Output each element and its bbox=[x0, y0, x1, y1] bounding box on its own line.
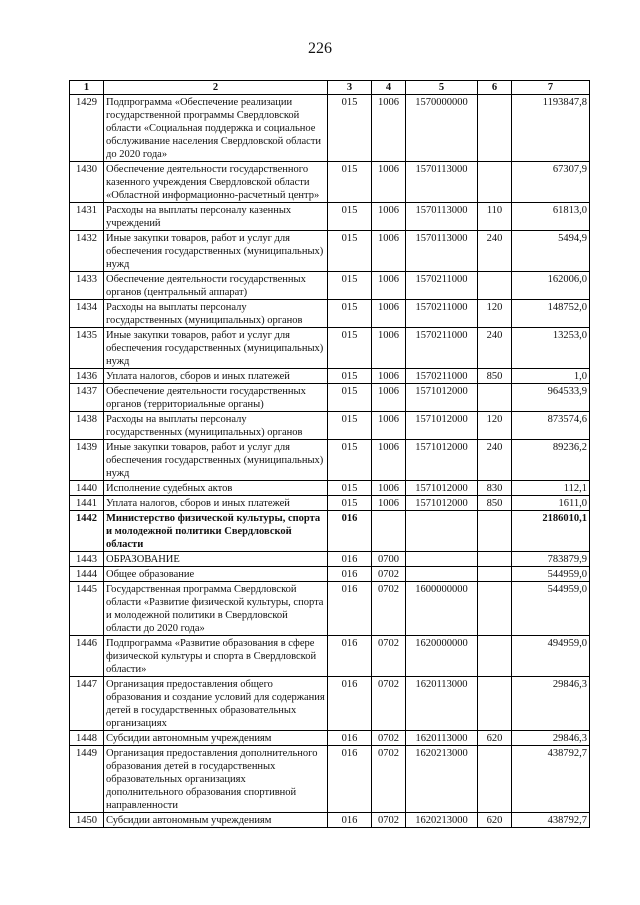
row-department-code: 016 bbox=[328, 552, 372, 567]
row-name: Расходы на выплаты персоналу государственных (муниципальных) органов bbox=[104, 412, 328, 440]
row-section-code: 1006 bbox=[372, 95, 406, 162]
row-expense-type bbox=[478, 746, 512, 813]
row-number: 1441 bbox=[70, 496, 104, 511]
column-header-7: 7 bbox=[512, 81, 590, 95]
table-row bbox=[70, 384, 590, 412]
row-amount: 544959,0 bbox=[512, 582, 590, 636]
row-name: Субсидии автономным учреждениям bbox=[104, 813, 328, 828]
row-number: 1436 bbox=[70, 369, 104, 384]
row-target-article: 1571012000 bbox=[406, 412, 478, 440]
row-expense-type bbox=[478, 582, 512, 636]
row-amount: 13253,0 bbox=[512, 328, 590, 369]
row-expense-type: 620 bbox=[478, 731, 512, 746]
table-row bbox=[70, 369, 590, 384]
row-section-code: 1006 bbox=[372, 328, 406, 369]
table-row bbox=[70, 567, 590, 582]
row-expense-type: 620 bbox=[478, 813, 512, 828]
row-department-code: 015 bbox=[328, 481, 372, 496]
row-target-article bbox=[406, 552, 478, 567]
column-header-2: 2 bbox=[104, 81, 328, 95]
row-expense-type: 850 bbox=[478, 496, 512, 511]
row-number: 1434 bbox=[70, 300, 104, 328]
row-section-code: 1006 bbox=[372, 272, 406, 300]
row-number: 1438 bbox=[70, 412, 104, 440]
table-body bbox=[70, 95, 590, 828]
row-department-code: 016 bbox=[328, 731, 372, 746]
column-header-5: 5 bbox=[406, 81, 478, 95]
row-amount: 544959,0 bbox=[512, 567, 590, 582]
row-department-code: 015 bbox=[328, 231, 372, 272]
row-number: 1435 bbox=[70, 328, 104, 369]
row-department-code: 016 bbox=[328, 746, 372, 813]
row-expense-type bbox=[478, 677, 512, 731]
table-row bbox=[70, 203, 590, 231]
row-expense-type bbox=[478, 95, 512, 162]
table-row bbox=[70, 677, 590, 731]
row-amount: 2186010,1 bbox=[512, 511, 590, 552]
table-row bbox=[70, 440, 590, 481]
row-amount: 438792,7 bbox=[512, 746, 590, 813]
row-number: 1449 bbox=[70, 746, 104, 813]
row-name: Подпрограмма «Развитие образования в сфере физической культуры и спорта в Свердловской области» bbox=[104, 636, 328, 677]
row-department-code: 015 bbox=[328, 328, 372, 369]
row-department-code: 015 bbox=[328, 162, 372, 203]
row-department-code: 016 bbox=[328, 582, 372, 636]
row-number: 1432 bbox=[70, 231, 104, 272]
row-amount: 162006,0 bbox=[512, 272, 590, 300]
row-target-article: 1570211000 bbox=[406, 272, 478, 300]
row-target-article: 1571012000 bbox=[406, 496, 478, 511]
row-department-code: 016 bbox=[328, 813, 372, 828]
row-target-article: 1570113000 bbox=[406, 162, 478, 203]
row-number: 1445 bbox=[70, 582, 104, 636]
row-section-code: 1006 bbox=[372, 231, 406, 272]
row-number: 1444 bbox=[70, 567, 104, 582]
row-name: Обеспечение деятельности государственного казенного учреждения Свердловской области «Областной информационно-расчетный центр» bbox=[104, 162, 328, 203]
row-department-code: 015 bbox=[328, 384, 372, 412]
table-row bbox=[70, 813, 590, 828]
row-expense-type bbox=[478, 567, 512, 582]
row-number: 1429 bbox=[70, 95, 104, 162]
row-target-article: 1570113000 bbox=[406, 231, 478, 272]
table-row bbox=[70, 272, 590, 300]
row-amount: 964533,9 bbox=[512, 384, 590, 412]
row-section-code: 1006 bbox=[372, 162, 406, 203]
row-section-code: 1006 bbox=[372, 496, 406, 511]
row-department-code: 016 bbox=[328, 567, 372, 582]
row-expense-type bbox=[478, 511, 512, 552]
row-expense-type: 240 bbox=[478, 440, 512, 481]
row-department-code: 016 bbox=[328, 511, 372, 552]
row-section-code: 1006 bbox=[372, 369, 406, 384]
row-section-code: 0702 bbox=[372, 582, 406, 636]
row-department-code: 015 bbox=[328, 440, 372, 481]
table-row bbox=[70, 496, 590, 511]
row-amount: 1193847,8 bbox=[512, 95, 590, 162]
row-number: 1433 bbox=[70, 272, 104, 300]
row-expense-type: 120 bbox=[478, 412, 512, 440]
row-section-code: 1006 bbox=[372, 440, 406, 481]
row-target-article: 1570000000 bbox=[406, 95, 478, 162]
row-name: Субсидии автономным учреждениям bbox=[104, 731, 328, 746]
row-expense-type: 240 bbox=[478, 231, 512, 272]
row-department-code: 015 bbox=[328, 272, 372, 300]
row-amount: 61813,0 bbox=[512, 203, 590, 231]
row-name: Иные закупки товаров, работ и услуг для обеспечения государственных (муниципальных) нужд bbox=[104, 231, 328, 272]
row-number: 1450 bbox=[70, 813, 104, 828]
column-header-1: 1 bbox=[70, 81, 104, 95]
row-name: ОБРАЗОВАНИЕ bbox=[104, 552, 328, 567]
row-amount: 89236,2 bbox=[512, 440, 590, 481]
row-department-code: 016 bbox=[328, 677, 372, 731]
row-expense-type: 120 bbox=[478, 300, 512, 328]
table-row bbox=[70, 582, 590, 636]
row-expense-type: 830 bbox=[478, 481, 512, 496]
row-department-code: 015 bbox=[328, 369, 372, 384]
row-target-article bbox=[406, 567, 478, 582]
row-name: Организация предоставления дополнительного образования детей в государственных образовательных организациях дополнительного образования спортивной направленности bbox=[104, 746, 328, 813]
row-amount: 1,0 bbox=[512, 369, 590, 384]
row-expense-type bbox=[478, 636, 512, 677]
row-target-article: 1620000000 bbox=[406, 636, 478, 677]
row-target-article: 1620213000 bbox=[406, 746, 478, 813]
row-department-code: 015 bbox=[328, 95, 372, 162]
table-row bbox=[70, 162, 590, 203]
row-target-article: 1570211000 bbox=[406, 300, 478, 328]
row-department-code: 015 bbox=[328, 203, 372, 231]
row-section-code: 1006 bbox=[372, 384, 406, 412]
column-header-3: 3 bbox=[328, 81, 372, 95]
row-section-code: 0702 bbox=[372, 677, 406, 731]
row-department-code: 015 bbox=[328, 300, 372, 328]
row-target-article: 1570211000 bbox=[406, 328, 478, 369]
row-expense-type bbox=[478, 552, 512, 567]
row-section-code bbox=[372, 511, 406, 552]
row-number: 1443 bbox=[70, 552, 104, 567]
row-target-article: 1571012000 bbox=[406, 440, 478, 481]
row-amount: 29846,3 bbox=[512, 731, 590, 746]
row-target-article: 1570211000 bbox=[406, 369, 478, 384]
row-amount: 5494,9 bbox=[512, 231, 590, 272]
table-row bbox=[70, 636, 590, 677]
table-row bbox=[70, 511, 590, 552]
table-row bbox=[70, 328, 590, 369]
row-name: Исполнение судебных актов bbox=[104, 481, 328, 496]
row-department-code: 015 bbox=[328, 496, 372, 511]
row-name: Организация предоставления общего образования и создание условий для содержания детей в государственных образовательных организациях bbox=[104, 677, 328, 731]
row-name: Подпрограмма «Обеспечение реализации государственной программы Свердловской области «Социальная поддержка и социальное обслуживание населения Свердловской области до 2020 года» bbox=[104, 95, 328, 162]
row-amount: 1611,0 bbox=[512, 496, 590, 511]
row-target-article: 1600000000 bbox=[406, 582, 478, 636]
row-name: Уплата налогов, сборов и иных платежей bbox=[104, 496, 328, 511]
row-target-article: 1620113000 bbox=[406, 677, 478, 731]
row-section-code: 1006 bbox=[372, 203, 406, 231]
row-target-article: 1570113000 bbox=[406, 203, 478, 231]
row-number: 1446 bbox=[70, 636, 104, 677]
row-name: Расходы на выплаты персоналу казенных учреждений bbox=[104, 203, 328, 231]
table-header-row bbox=[70, 81, 590, 95]
row-amount: 67307,9 bbox=[512, 162, 590, 203]
row-expense-type: 110 bbox=[478, 203, 512, 231]
row-section-code: 0700 bbox=[372, 552, 406, 567]
table-row bbox=[70, 481, 590, 496]
table-row bbox=[70, 746, 590, 813]
row-department-code: 015 bbox=[328, 412, 372, 440]
row-section-code: 0702 bbox=[372, 636, 406, 677]
row-number: 1431 bbox=[70, 203, 104, 231]
row-section-code: 1006 bbox=[372, 300, 406, 328]
row-name: Обеспечение деятельности государственных органов (территориальные органы) bbox=[104, 384, 328, 412]
row-amount: 438792,7 bbox=[512, 813, 590, 828]
row-section-code: 0702 bbox=[372, 567, 406, 582]
row-name: Иные закупки товаров, работ и услуг для обеспечения государственных (муниципальных) нужд bbox=[104, 328, 328, 369]
row-name: Иные закупки товаров, работ и услуг для обеспечения государственных (муниципальных) нужд bbox=[104, 440, 328, 481]
row-section-code: 1006 bbox=[372, 481, 406, 496]
row-amount: 494959,0 bbox=[512, 636, 590, 677]
column-header-4: 4 bbox=[372, 81, 406, 95]
table-row bbox=[70, 731, 590, 746]
row-section-code: 0702 bbox=[372, 813, 406, 828]
table-row bbox=[70, 552, 590, 567]
row-target-article: 1620213000 bbox=[406, 813, 478, 828]
row-target-article: 1571012000 bbox=[406, 384, 478, 412]
row-name: Уплата налогов, сборов и иных платежей bbox=[104, 369, 328, 384]
budget-table bbox=[69, 80, 590, 828]
page-number: 226 bbox=[308, 40, 332, 57]
row-name: Расходы на выплаты персоналу государственных (муниципальных) органов bbox=[104, 300, 328, 328]
row-amount: 29846,3 bbox=[512, 677, 590, 731]
table-row bbox=[70, 300, 590, 328]
row-name: Государственная программа Свердловской области «Развитие физической культуры, спорта и молодежной политики в Свердловской области до 2020 года» bbox=[104, 582, 328, 636]
column-header-6: 6 bbox=[478, 81, 512, 95]
row-expense-type: 850 bbox=[478, 369, 512, 384]
row-number: 1442 bbox=[70, 511, 104, 552]
row-number: 1448 bbox=[70, 731, 104, 746]
table-row bbox=[70, 95, 590, 162]
row-section-code: 0702 bbox=[372, 731, 406, 746]
table-row bbox=[70, 412, 590, 440]
row-name: Общее образование bbox=[104, 567, 328, 582]
row-number: 1439 bbox=[70, 440, 104, 481]
row-expense-type bbox=[478, 384, 512, 412]
row-name: Обеспечение деятельности государственных органов (центральный аппарат) bbox=[104, 272, 328, 300]
row-expense-type bbox=[478, 162, 512, 203]
row-number: 1440 bbox=[70, 481, 104, 496]
row-number: 1430 bbox=[70, 162, 104, 203]
table-row bbox=[70, 231, 590, 272]
row-amount: 783879,9 bbox=[512, 552, 590, 567]
row-expense-type bbox=[478, 272, 512, 300]
row-target-article: 1571012000 bbox=[406, 481, 478, 496]
row-number: 1437 bbox=[70, 384, 104, 412]
row-amount: 148752,0 bbox=[512, 300, 590, 328]
row-expense-type: 240 bbox=[478, 328, 512, 369]
row-section-code: 0702 bbox=[372, 746, 406, 813]
row-target-article: 1620113000 bbox=[406, 731, 478, 746]
row-amount: 873574,6 bbox=[512, 412, 590, 440]
row-section-code: 1006 bbox=[372, 412, 406, 440]
row-department-code: 016 bbox=[328, 636, 372, 677]
row-target-article bbox=[406, 511, 478, 552]
row-amount: 112,1 bbox=[512, 481, 590, 496]
row-name: Министерство физической культуры, спорта и молодежной политики Свердловской области bbox=[104, 511, 328, 552]
row-number: 1447 bbox=[70, 677, 104, 731]
